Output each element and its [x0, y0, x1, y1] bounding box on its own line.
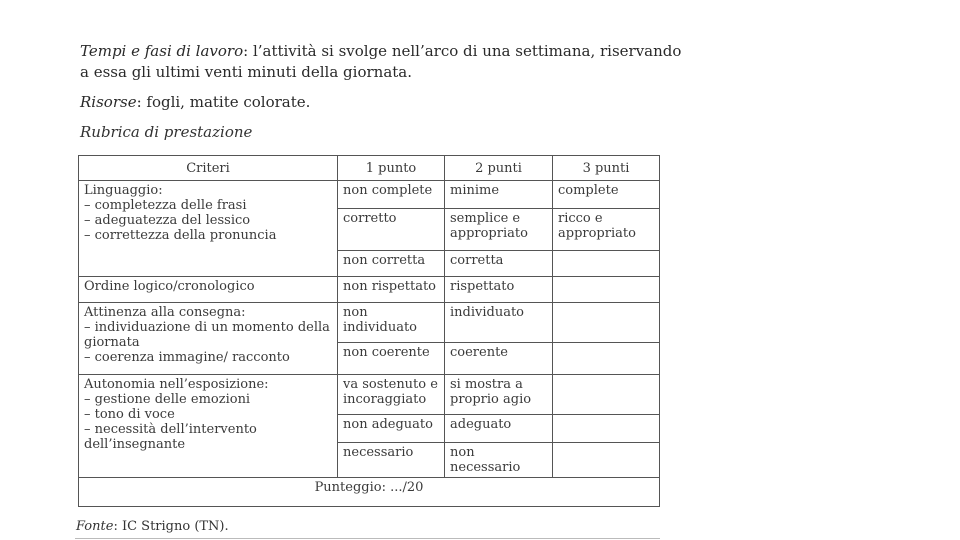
source-line [76, 519, 229, 534]
header-3-punti: 3 punti [553, 156, 660, 181]
criterion-ordine: Ordine logico/cronologico [79, 277, 338, 303]
cell: non coerente [338, 343, 445, 375]
criterion-item: – necessità dell’intervento dell’insegnante [84, 422, 257, 452]
page-bottom-edge [75, 538, 660, 539]
cell [553, 343, 660, 375]
risorse-line [80, 93, 310, 111]
criterion-item: – correttezza della pronuncia [84, 228, 277, 243]
criterion-item: – gestione delle emozioni [84, 392, 251, 407]
criterion-item: – individuazione di un momento della giornata [84, 320, 330, 350]
cell [553, 277, 660, 303]
risorse-label: Risorse [80, 93, 137, 111]
criterion-title: Linguaggio: [84, 183, 163, 198]
cell: non adeguato [338, 415, 445, 443]
tempi-label: Tempi e fasi di lavoro [80, 42, 244, 60]
cell [553, 415, 660, 443]
score-total: Punteggio: .../20 [79, 478, 660, 507]
cell: va sostenuto e incoraggiato [338, 375, 445, 415]
cell: necessario [338, 443, 445, 478]
cell: si mostra a proprio agio [445, 375, 553, 415]
criterion-item: – tono di voce [84, 407, 175, 422]
cell: non rispettato [338, 277, 445, 303]
tempi-line-2: a essa gli ultimi venti minuti della giornata. [80, 63, 412, 81]
criterion-attinenza [79, 303, 338, 375]
criterion-title: Attinenza alla consegna: [84, 305, 246, 320]
cell: complete [553, 181, 660, 209]
source-text: : IC Strigno (TN). [113, 519, 229, 534]
criterion-item: – completezza delle frasi [84, 198, 247, 213]
cell [553, 443, 660, 478]
criterion-linguaggio [79, 181, 338, 277]
cell: non complete [338, 181, 445, 209]
cell: corretto [338, 209, 445, 251]
rubric-table [78, 155, 660, 507]
criterion-item: – coerenza immagine/ racconto [84, 350, 290, 365]
header-criteri: Criteri [79, 156, 338, 181]
cell: minime [445, 181, 553, 209]
cell: coerente [445, 343, 553, 375]
cell: rispettato [445, 277, 553, 303]
header-row [79, 156, 660, 181]
table-row [79, 303, 660, 343]
criterion-item: – adeguatezza del lessico [84, 213, 251, 228]
header-2-punti: 2 punti [445, 156, 553, 181]
criterion-autonomia [79, 375, 338, 478]
cell [553, 375, 660, 415]
cell: non necessario [445, 443, 553, 478]
tempi-text-1: : l’attività si svolge nell’arco di una settimana, riservando [243, 42, 682, 60]
cell: non corretta [338, 251, 445, 277]
score-row [79, 478, 660, 507]
table-row [79, 181, 660, 209]
source-label: Fonte [76, 519, 114, 534]
criterion-title: Autonomia nell’esposizione: [84, 377, 269, 392]
table-row [79, 277, 660, 303]
tempi-line-1 [80, 42, 681, 60]
cell: individuato [445, 303, 553, 343]
risorse-text: : fogli, matite colorate. [136, 93, 311, 111]
cell: corretta [445, 251, 553, 277]
cell: ricco e appropriato [553, 209, 660, 251]
header-1-punto: 1 punto [338, 156, 445, 181]
cell [553, 251, 660, 277]
cell: adeguato [445, 415, 553, 443]
cell: semplice e appropriato [445, 209, 553, 251]
table-row [79, 375, 660, 415]
rubrica-title: Rubrica di prestazione [80, 123, 253, 141]
cell: non individuato [338, 303, 445, 343]
cell [553, 303, 660, 343]
